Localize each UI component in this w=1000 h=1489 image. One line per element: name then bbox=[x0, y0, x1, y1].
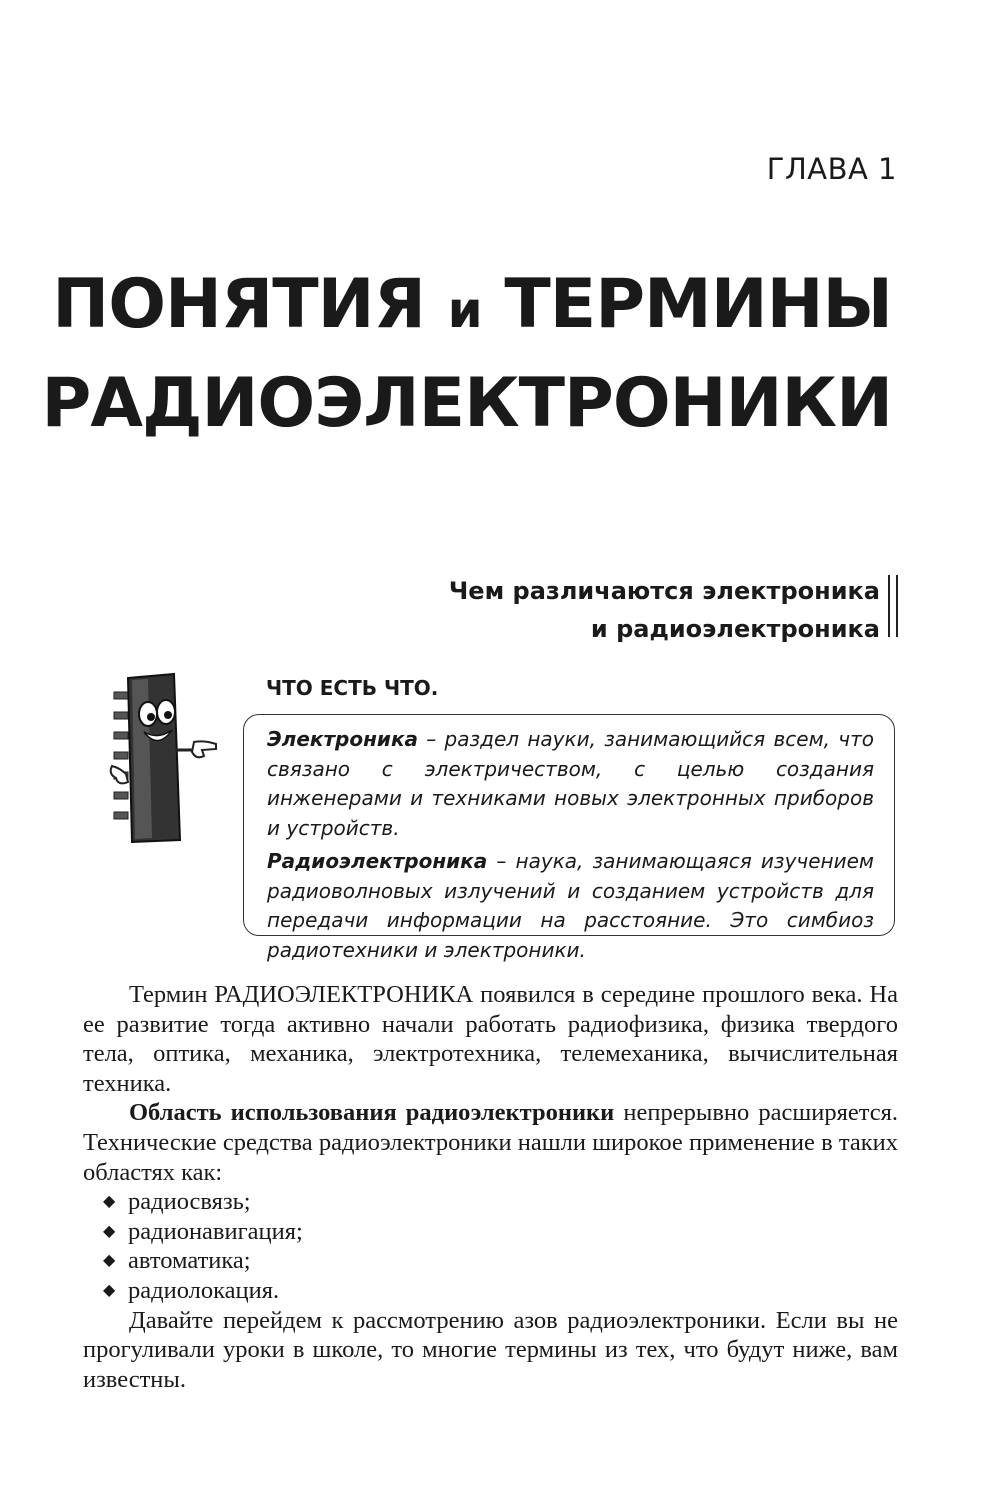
definition-radioelectronics bbox=[267, 847, 874, 965]
section-heading-line2: и радиоэлектроника bbox=[590, 615, 880, 643]
application-list bbox=[83, 1187, 898, 1305]
definition-electronics bbox=[267, 725, 874, 843]
diamond-bullet-icon: ◆ bbox=[103, 1252, 116, 1270]
paragraph-1: Термин РАДИОЭЛЕКТРОНИКА появился в середине прошлого века. На ее развитие тогда активно начали работать радиофизика, физика твердого тела, оптика, механика, электротехника, телемеханика, вычислительная техника. bbox=[83, 981, 898, 1097]
list-item bbox=[103, 1217, 898, 1247]
diamond-bullet-icon: ◆ bbox=[103, 1193, 116, 1211]
paragraph-2-rest: непрерывно расширяется. Технические средства радиоэлектроники нашли широкое применение в таких областях как: bbox=[83, 1099, 898, 1186]
definition-radioelectronics-text: – наука, занимающаяся изучением радиоволновых излучений и созданием устройств для передачи информации на расстояние. Это симбиоз радиотехники и электроники. bbox=[267, 849, 874, 962]
chapter-title-line2: РАДИОЭЛЕКТРОНИКИ bbox=[41, 364, 892, 443]
chapter-label: ГЛАВА 1 bbox=[766, 152, 897, 186]
chapter-title-line1 bbox=[41, 258, 892, 357]
list-item-text: радиолокация. bbox=[128, 1276, 280, 1304]
diamond-bullet-icon: ◆ bbox=[103, 1222, 116, 1240]
chapter-title bbox=[41, 258, 892, 451]
section-heading bbox=[449, 572, 880, 648]
list-item-text: радионавигация; bbox=[128, 1217, 303, 1245]
paragraph-3: Давайте перейдем к рассмотрению азов радиоэлектроники. Если вы не прогуливали уроки в школе, то многие термины из тех, что будут ниже, вам известны. bbox=[83, 1306, 898, 1393]
title-conjunction: и bbox=[447, 281, 482, 339]
list-item-text: автоматика; bbox=[128, 1247, 251, 1275]
term-electronics: Электроника bbox=[267, 727, 419, 751]
list-item bbox=[103, 1187, 898, 1217]
section-heading-line1: Чем различаются электроника bbox=[448, 577, 880, 605]
paragraph-2 bbox=[83, 1098, 898, 1187]
section-marker-bar bbox=[888, 575, 898, 637]
list-item bbox=[103, 1276, 898, 1306]
list-item bbox=[103, 1246, 898, 1276]
definition-electronics-text: – раздел науки, занимающийся всем, что связано с электричеством, с целью создания инженерами и техниками новых электронных приборов и устройств. bbox=[267, 727, 874, 840]
body-text bbox=[83, 980, 898, 1394]
diamond-bullet-icon: ◆ bbox=[103, 1281, 116, 1299]
title-word-2: ТЕРМИНЫ bbox=[504, 265, 892, 344]
box-title: ЧТО ЕСТЬ ЧТО. bbox=[266, 676, 439, 700]
definition-box bbox=[243, 714, 895, 962]
title-word-1: ПОНЯТИЯ bbox=[52, 265, 425, 344]
chip-mascot-illustration bbox=[104, 670, 228, 845]
term-radioelectronics: Радиоэлектроника bbox=[267, 849, 488, 873]
paragraph-2-bold: Область использования радиоэлектроники bbox=[129, 1099, 615, 1127]
list-item-text: радиосвязь; bbox=[128, 1188, 251, 1216]
